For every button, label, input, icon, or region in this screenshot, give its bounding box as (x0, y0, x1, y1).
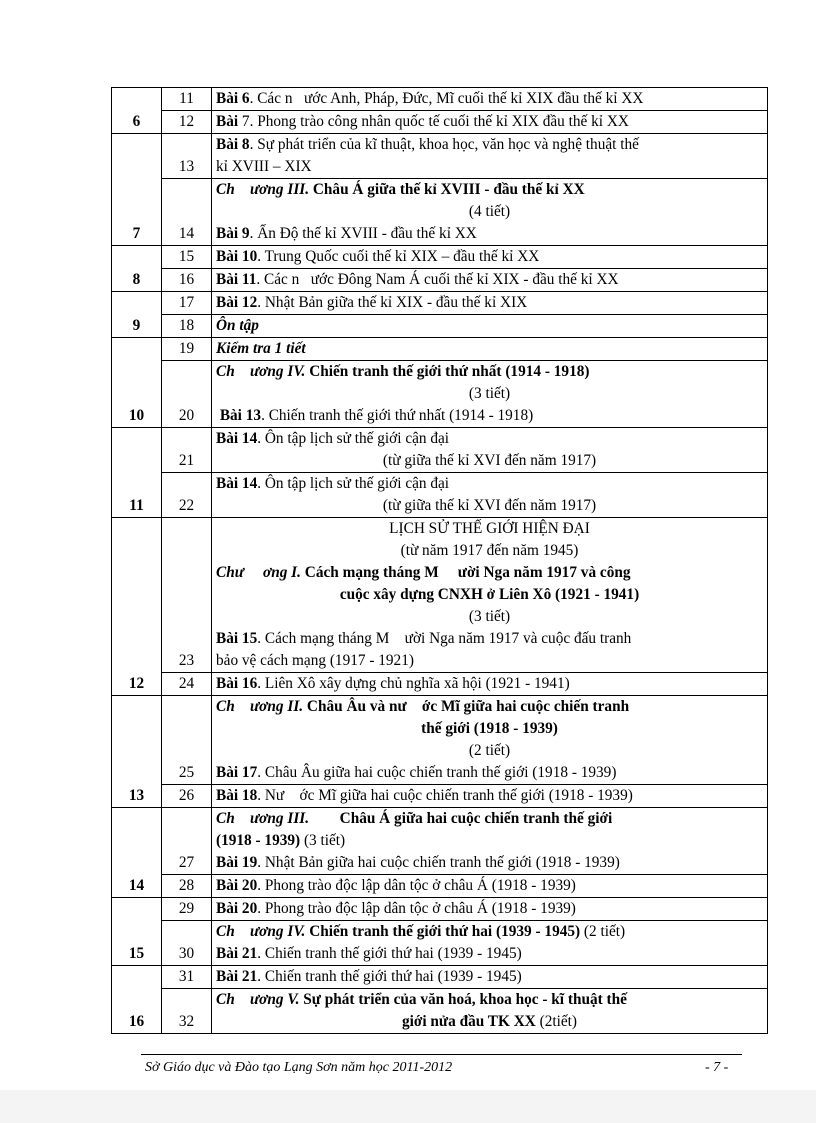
content-line (216, 450, 763, 472)
text-segment: . Các n ước Anh, Pháp, Đức, Mĩ cuối thế kỉ XIX đầu thế kỉ XX (249, 90, 644, 107)
lesson-content-cell (212, 473, 768, 518)
lesson-plan-table-body (112, 88, 768, 1034)
lesson-content-cell (212, 785, 768, 808)
text-segment: Châu Á giữa hai cuộc chiến tranh thế giới (309, 810, 613, 827)
lesson-content-cell (212, 428, 768, 473)
lesson-number-cell: 13 (162, 134, 212, 179)
text-segment: . Sự phát triển của kĩ thuật, khoa học, văn học và nghệ thuật thế (249, 136, 639, 153)
text-segment: Chiến tranh thế giới thứ hai (1939 - 1945) (305, 923, 581, 940)
content-line (216, 1011, 763, 1033)
text-segment: . Các n ước Đông Nam Á cuối thế kỉ XIX - đầu thế kỉ XX (256, 271, 619, 288)
content-line (216, 179, 763, 201)
text-segment: Chư ơng I. (216, 564, 301, 581)
text-segment: Châu Á giữa thế kỉ XVIII - đầu thế kỉ XX (309, 181, 585, 198)
text-segment: Bài 12 (216, 294, 258, 311)
content-line (216, 898, 763, 920)
content-line (216, 540, 763, 562)
content-line (216, 785, 763, 807)
lesson-number-cell: 14 (162, 179, 212, 246)
content-line (216, 88, 763, 110)
week-cell: 15 (112, 898, 162, 966)
text-segment: 7. Phong trào công nhân quốc tế cuối thế kỉ XIX đầu thế kỉ XX (238, 113, 629, 130)
content-line (216, 156, 763, 178)
lesson-number-cell: 30 (162, 921, 212, 966)
lesson-content-cell (212, 696, 768, 785)
content-line (216, 762, 763, 784)
table-row (112, 473, 768, 518)
text-segment: Bài 9 (216, 225, 250, 242)
content-line (216, 830, 763, 852)
table-row (112, 428, 768, 473)
content-line (216, 495, 763, 517)
text-segment: Sự phát triển của văn hoá, khoa học - kĩ thuật thế (299, 991, 627, 1008)
week-cell: 12 (112, 518, 162, 696)
text-segment: . Chiến tranh thế giới thứ nhất (1914 - 1918) (261, 407, 534, 424)
content-line (216, 740, 763, 762)
table-row (112, 696, 768, 785)
text-segment: Bài 6 (216, 90, 250, 107)
week-cell: 10 (112, 338, 162, 428)
content-line (216, 606, 763, 628)
lesson-number-cell: 27 (162, 808, 212, 875)
text-segment: Bài 18 (216, 787, 258, 804)
table-row (112, 269, 768, 292)
table-row (112, 292, 768, 315)
text-segment: . Ôn tập lịch sử thế giới cận đại (257, 430, 450, 447)
text-segment: Bài 20 (216, 877, 258, 894)
page-bottom-shade (0, 1090, 816, 1123)
text-segment: . Châu Âu giữa hai cuộc chiến tranh thế giới (1918 - 1939) (257, 764, 617, 781)
lesson-content-cell (212, 921, 768, 966)
text-segment: Ch ương IV. (216, 923, 306, 940)
text-segment: (3 tiết) (468, 608, 511, 625)
text-segment: Bài (216, 113, 239, 130)
lesson-content-cell (212, 518, 768, 673)
content-line (216, 383, 763, 405)
content-line (216, 473, 763, 495)
text-segment: Chiến tranh thế giới thứ nhất (1914 - 1918) (305, 363, 590, 380)
text-segment: . Ấn Độ thế kỉ XVIII - đầu thế kỉ XX (249, 225, 477, 242)
text-segment: . Chiến tranh thế giới thứ hai (1939 - 1945) (257, 945, 522, 962)
lesson-number-cell: 11 (162, 88, 212, 111)
page-number: - 7 - (705, 1060, 729, 1075)
lesson-number-cell: 19 (162, 338, 212, 361)
text-segment: . Chiến tranh thế giới thứ hai (1939 - 1945) (257, 968, 522, 985)
lesson-number-cell: 23 (162, 518, 212, 673)
lesson-number-cell: 31 (162, 966, 212, 989)
content-line (216, 338, 763, 360)
text-segment: cuộc xây dựng CNXH ở Liên Xô (1921 - 1941) (339, 586, 640, 603)
lesson-number-cell: 16 (162, 269, 212, 292)
table-row (112, 673, 768, 696)
content-line (216, 111, 763, 133)
content-line (216, 808, 763, 830)
table-row (112, 989, 768, 1034)
lesson-content-cell (212, 179, 768, 246)
lesson-number-cell: 17 (162, 292, 212, 315)
table-row (112, 111, 768, 134)
lesson-number-cell: 32 (162, 989, 212, 1034)
text-segment: Bài 15 (216, 630, 258, 647)
text-segment: Ch ương II. (216, 698, 304, 715)
text-segment: (1918 - 1939) (216, 832, 301, 849)
week-cell: 8 (112, 246, 162, 292)
text-segment: . Cách mạng tháng M ười Nga năm 1917 và cuộc đấu tranh (257, 630, 632, 647)
text-segment: Bài 14 (216, 430, 258, 447)
lesson-content-cell (212, 361, 768, 428)
text-segment: (từ năm 1917 đến năm 1945) (400, 542, 579, 559)
text-segment: (2 tiết) (580, 923, 626, 940)
text-segment: . Nhật Bản giữa thế kỉ XIX - đầu thế kỉ XIX (257, 294, 528, 311)
text-segment: (4 tiết) (468, 203, 511, 220)
content-line (216, 989, 763, 1011)
lesson-content-cell (212, 989, 768, 1034)
content-line (216, 696, 763, 718)
text-segment: thế giới (1918 - 1939) (421, 720, 558, 737)
lesson-number-cell: 28 (162, 875, 212, 898)
table-row (112, 898, 768, 921)
text-segment: . Nhật Bản giữa hai cuộc chiến tranh thế giới (1918 - 1939) (257, 854, 620, 871)
content-line (216, 584, 763, 606)
week-cell: 11 (112, 428, 162, 518)
lesson-content-cell (212, 111, 768, 134)
lesson-number-cell: 20 (162, 361, 212, 428)
content-line (216, 518, 763, 540)
text-segment: . Liên Xô xây dựng chủ nghĩa xã hội (1921 - 1941) (257, 675, 570, 692)
lesson-number-cell: 22 (162, 473, 212, 518)
content-line (216, 673, 763, 695)
lesson-number-cell: 18 (162, 315, 212, 338)
text-segment: (3 tiết) (300, 832, 346, 849)
table-row (112, 134, 768, 179)
text-segment: Bài 21 (216, 945, 258, 962)
text-segment: Ch ương V. (216, 991, 300, 1008)
text-segment: Bài 8 (216, 136, 250, 153)
table-row (112, 785, 768, 808)
table-row (112, 875, 768, 898)
lesson-content-cell (212, 966, 768, 989)
content-line (216, 650, 763, 672)
lesson-content-cell (212, 808, 768, 875)
week-cell: 16 (112, 966, 162, 1034)
text-segment: Bài 17 (216, 764, 258, 781)
table-row (112, 246, 768, 269)
table-row (112, 88, 768, 111)
text-segment: . Phong trào độc lập dân tộc ở châu Á (1918 - 1939) (257, 877, 576, 894)
lesson-content-cell (212, 246, 768, 269)
text-segment: Ch ương IV. (216, 363, 306, 380)
lesson-number-cell: 26 (162, 785, 212, 808)
lesson-content-cell (212, 315, 768, 338)
text-segment: Kiểm tra 1 tiết (216, 340, 306, 357)
content-line (216, 223, 763, 245)
text-segment: Châu Âu và nư ớc Mĩ giữa hai cuộc chiến tranh (303, 698, 630, 715)
week-cell: 13 (112, 696, 162, 808)
text-segment: bảo vệ cách mạng (1917 - 1921) (216, 652, 414, 669)
text-segment: Bài 19 (216, 854, 258, 871)
text-segment: giới nửa đầu TK XX (401, 1013, 536, 1030)
footer-divider (141, 1054, 742, 1055)
text-segment: Ch ương III. (216, 810, 310, 827)
content-line (216, 875, 763, 897)
table-row (112, 808, 768, 875)
table-row (112, 179, 768, 246)
text-segment: LỊCH SỬ THẾ GIỚI HIỆN ĐẠI (389, 520, 590, 537)
text-segment: (2 tiết) (468, 742, 511, 759)
lesson-number-cell: 21 (162, 428, 212, 473)
text-segment: Ôn tập (216, 317, 259, 334)
lesson-number-cell: 29 (162, 898, 212, 921)
lesson-content-cell (212, 134, 768, 179)
week-cell: 6 (112, 88, 162, 134)
text-segment: . Phong trào độc lập dân tộc ở châu Á (1918 - 1939) (257, 900, 576, 917)
text-segment: Bài 20 (216, 900, 258, 917)
lesson-number-cell: 24 (162, 673, 212, 696)
lesson-content-cell (212, 898, 768, 921)
content-line (216, 966, 763, 988)
lesson-content-cell (212, 338, 768, 361)
text-segment: Cách mạng tháng M ười Nga năm 1917 và công (300, 564, 631, 581)
text-segment: (từ giữa thế kỉ XVI đến năm 1917) (382, 497, 597, 514)
table-row (112, 921, 768, 966)
table-row (112, 338, 768, 361)
table-row (112, 518, 768, 673)
content-line (216, 852, 763, 874)
lesson-content-cell (212, 88, 768, 111)
text-segment: . Trung Quốc cuối thế kỉ XIX – đầu thế kỉ XX (257, 248, 540, 265)
content-line (216, 361, 763, 383)
week-cell: 9 (112, 292, 162, 338)
text-segment: . Nư ớc Mĩ giữa hai cuộc chiến tranh thế giới (1918 - 1939) (257, 787, 633, 804)
text-segment: Bài 13 (219, 407, 262, 424)
content-line (216, 292, 763, 314)
text-segment: Ch ương III. (216, 181, 310, 198)
lesson-number-cell: 12 (162, 111, 212, 134)
content-line (216, 405, 763, 427)
text-segment: (2tiết) (535, 1013, 578, 1030)
content-line (216, 943, 763, 965)
text-segment: Bài 21 (216, 968, 258, 985)
content-line (216, 562, 763, 584)
lesson-number-cell: 15 (162, 246, 212, 269)
text-segment: kỉ XVIII – XIX (216, 158, 312, 175)
text-segment: Bài 11 (216, 271, 257, 288)
content-line (216, 134, 763, 156)
lesson-content-cell (212, 673, 768, 696)
content-line (216, 428, 763, 450)
content-line (216, 269, 763, 291)
content-line (216, 628, 763, 650)
table-row (112, 361, 768, 428)
footer-text: Sở Giáo dục và Đào tạo Lạng Sơn năm học 2011-2012 (145, 1060, 453, 1075)
lesson-plan-table (111, 87, 768, 1034)
content-line (216, 201, 763, 223)
week-cell: 7 (112, 134, 162, 246)
text-segment: (3 tiết) (468, 385, 511, 402)
lesson-number-cell: 25 (162, 696, 212, 785)
text-segment: Bài 10 (216, 248, 258, 265)
text-segment: (từ giữa thế kỉ XVI đến năm 1917) (382, 452, 597, 469)
lesson-content-cell (212, 875, 768, 898)
lesson-content-cell (212, 292, 768, 315)
text-segment: Bài 16 (216, 675, 258, 692)
table-row (112, 315, 768, 338)
lesson-content-cell (212, 269, 768, 292)
content-line (216, 246, 763, 268)
text-segment: Bài 14 (216, 475, 258, 492)
table-row (112, 966, 768, 989)
content-line (216, 315, 763, 337)
content-line (216, 718, 763, 740)
content-line (216, 921, 763, 943)
text-segment: . Ôn tập lịch sử thế giới cận đại (257, 475, 450, 492)
week-cell: 14 (112, 808, 162, 898)
